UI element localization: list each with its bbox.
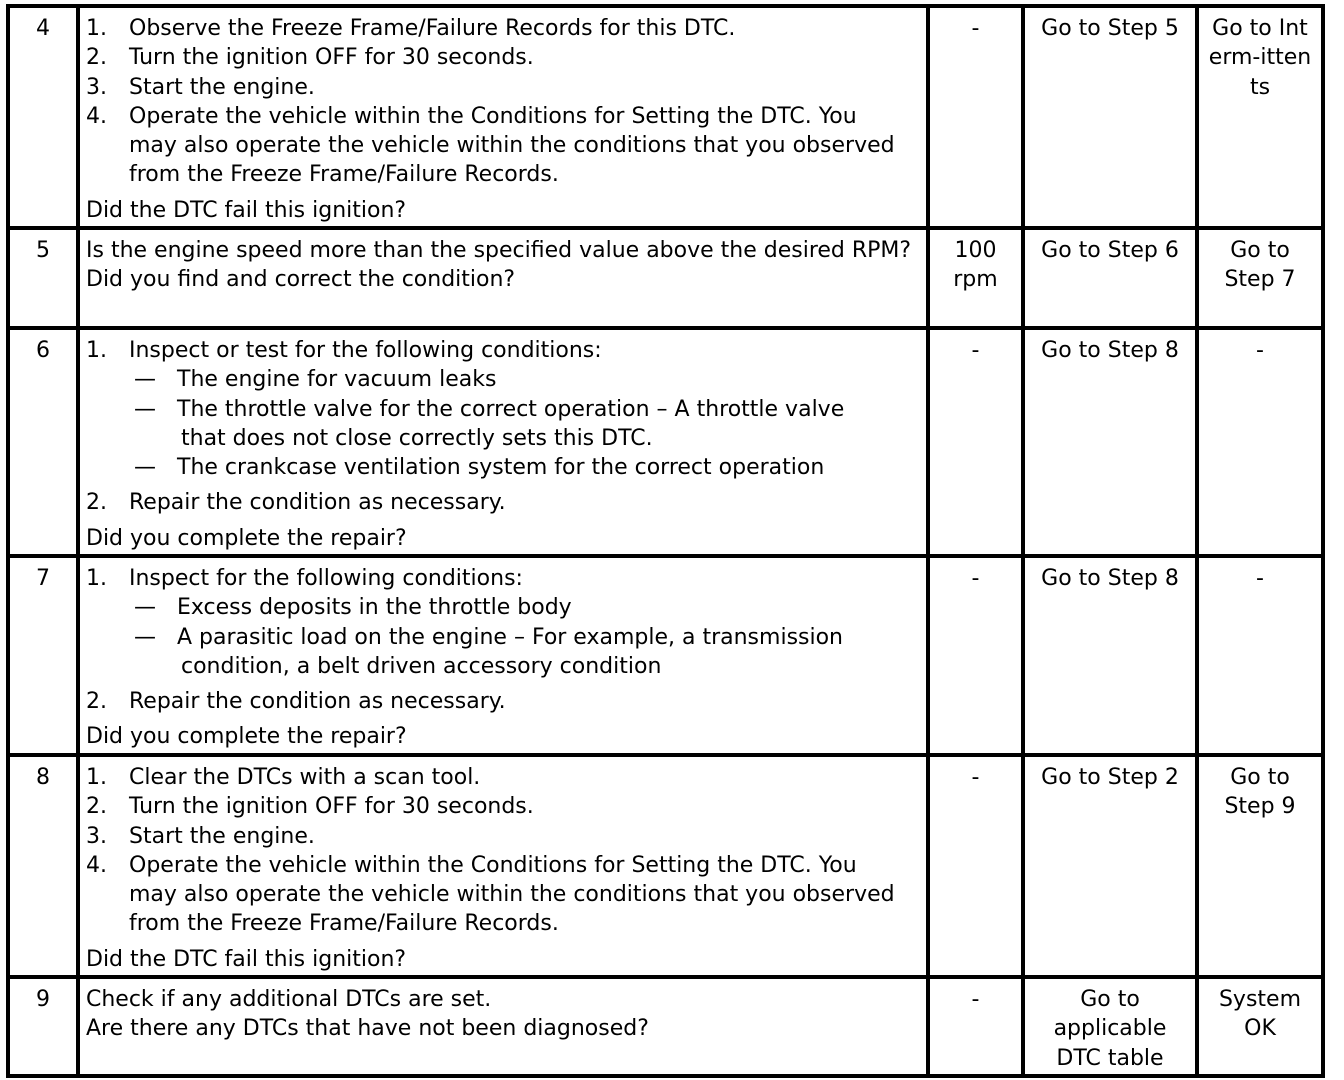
list-item: 2. Turn the ignition OFF for 30 seconds. — [86, 45, 534, 71]
no-action: - — [1197, 556, 1323, 755]
yes-action: Go to Step 2 — [1023, 755, 1197, 977]
sub-item: — A parasitic load on the engine – For example, a transmission condition, a belt driven accessory condition — [134, 624, 844, 679]
question: Check if any additional DTCs are set. — [86, 987, 492, 1012]
question: Did you find and correct the condition? — [86, 267, 516, 293]
step-number: 5 — [8, 228, 78, 328]
diagnostic-table — [6, 4, 1325, 1078]
sub-item: — The throttle valve for the correct operation – A throttle valve that does not close correctly sets this DTC. — [134, 396, 845, 451]
value-cell: - — [928, 755, 1023, 977]
list-item: 1. Inspect or test for the following conditions: — [86, 338, 602, 363]
table-row — [8, 228, 1323, 328]
table-row — [8, 328, 1323, 556]
question: Are there any DTCs that have not been diagnosed? — [86, 1016, 649, 1042]
table-row — [8, 556, 1323, 755]
yes-action: Go to Step 8 — [1023, 328, 1197, 556]
no-action: System OK — [1197, 977, 1323, 1076]
action-cell — [78, 6, 928, 228]
question: Did the DTC fail this ignition? — [86, 197, 407, 223]
step-number: 8 — [8, 755, 78, 977]
list-item: 3. Start the engine. — [86, 74, 315, 100]
sub-item: — Excess deposits in the throttle body — [134, 595, 572, 621]
question: Did the DTC fail this ignition? — [86, 946, 407, 972]
no-action: Go to Step 7 — [1197, 228, 1323, 328]
list-item: 4. Operate the vehicle within the Conditions for Setting the DTC. You may also operate the vehicle within the conditions that you observed from the Freeze Frame/Failure Records. — [86, 852, 895, 937]
action-cell — [78, 977, 928, 1076]
action-cell — [78, 228, 928, 328]
action-cell — [78, 556, 928, 755]
no-action: - — [1197, 328, 1323, 556]
question: Did you complete the repair? — [86, 724, 407, 750]
yes-action: Go to Step 8 — [1023, 556, 1197, 755]
question: Is the engine speed more than the specified value above the desired RPM? — [86, 238, 912, 263]
sub-item: — The engine for vacuum leaks — [134, 367, 497, 393]
list-item: 4. Operate the vehicle within the Conditions for Setting the DTC. You may also operate the vehicle within the conditions that you observed from the Freeze Frame/Failure Records. — [86, 103, 895, 188]
value-cell: - — [928, 328, 1023, 556]
yes-action: Go to applicable DTC table — [1023, 977, 1197, 1076]
no-action: Go to Step 9 — [1197, 755, 1323, 977]
value-cell: - — [928, 6, 1023, 228]
table-row — [8, 6, 1323, 228]
step-number: 4 — [8, 6, 78, 228]
step-number: 9 — [8, 977, 78, 1076]
list-item: 2. Repair the condition as necessary. — [86, 490, 506, 516]
value-cell: 100 rpm — [928, 228, 1023, 328]
question: Did you complete the repair? — [86, 525, 407, 551]
value-cell: - — [928, 556, 1023, 755]
value-cell: - — [928, 977, 1023, 1076]
table-row — [8, 755, 1323, 977]
list-item: 1. Inspect for the following conditions: — [86, 566, 523, 591]
action-cell — [78, 328, 928, 556]
action-cell — [78, 755, 928, 977]
step-number: 7 — [8, 556, 78, 755]
list-item: 2. Turn the ignition OFF for 30 seconds. — [86, 794, 534, 820]
list-item: 3. Start the engine. — [86, 823, 315, 849]
yes-action: Go to Step 6 — [1023, 228, 1197, 328]
list-item: 2. Repair the condition as necessary. — [86, 689, 506, 715]
list-item: 1. Observe the Freeze Frame/Failure Records for this DTC. — [86, 16, 736, 41]
table-row — [8, 977, 1323, 1076]
no-action: Go to Interm-ittents — [1197, 6, 1323, 228]
step-number: 6 — [8, 328, 78, 556]
yes-action: Go to Step 5 — [1023, 6, 1197, 228]
sub-item: — The crankcase ventilation system for the correct operation — [134, 455, 825, 481]
list-item: 1. Clear the DTCs with a scan tool. — [86, 765, 481, 790]
